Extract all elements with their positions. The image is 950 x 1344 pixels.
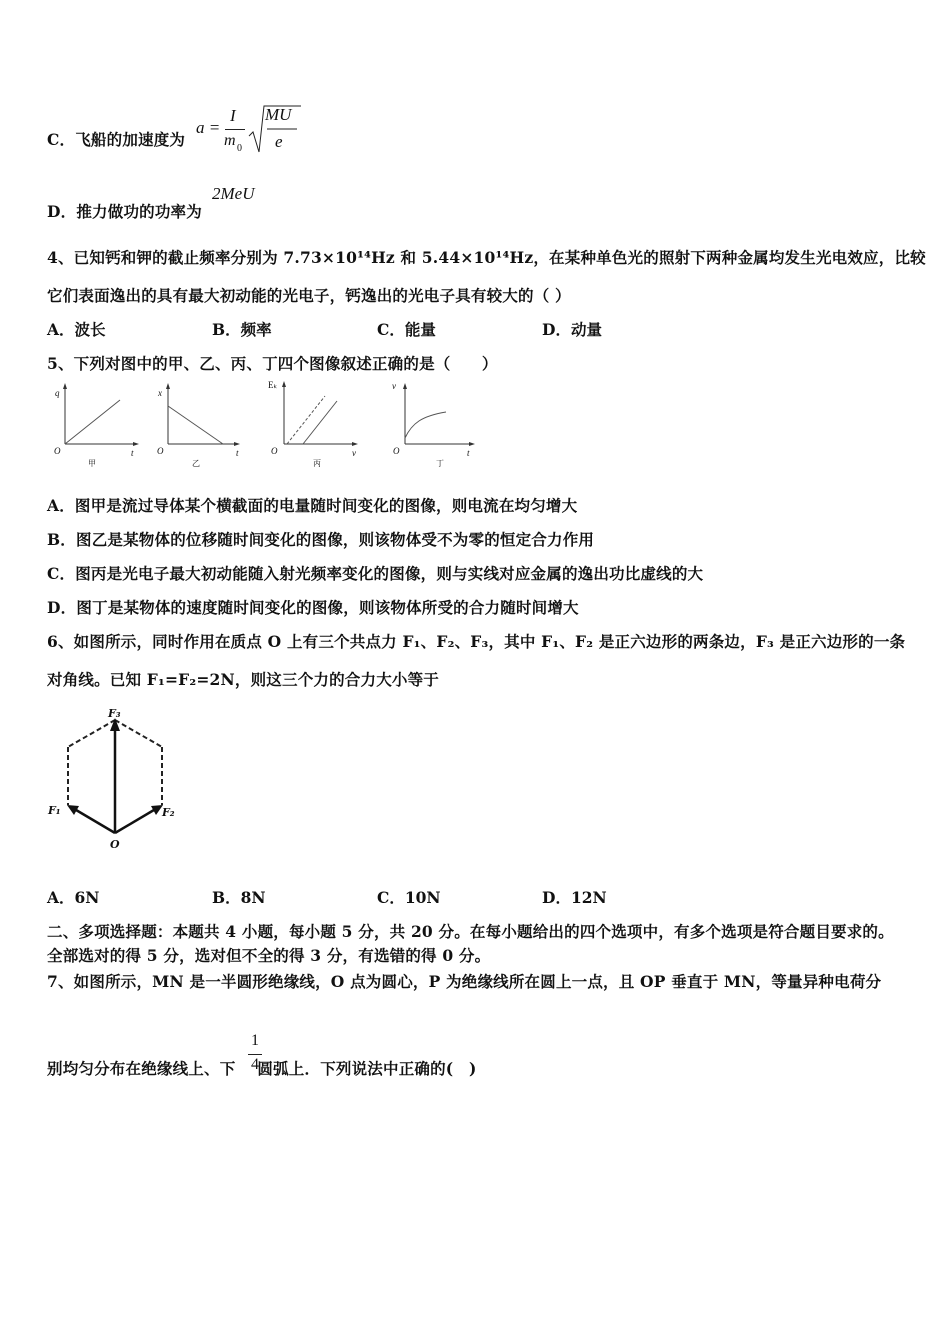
q6-hexagon-figure [45,700,195,860]
q5-option-d: D．图丁是某物体的速度随时间变化的图像，则该物体所受的合力随时间增大 [47,598,579,617]
graph-yi [155,380,250,472]
graph-bing-caption: 丙 [313,459,321,468]
q3-option-d [47,200,202,222]
q6-label-origin: O [110,838,120,851]
q3-option-d-formula: 2MeU [212,184,255,203]
q6-label-f1: F₁ [48,804,61,817]
graph-jia-ylabel: q [55,388,60,398]
q7-line2-post: 圆弧上．下列说法中正确的( ) [257,1059,477,1078]
q6-option-a: A．6N [47,888,100,907]
q7-frac-num: 1 [251,1032,259,1049]
q3-option-d-label: D．推力做功的功率为 [47,202,202,221]
q5-option-b: B．图乙是某物体的位移随时间变化的图像，则该物体受不为零的恒定合力作用 [47,530,595,549]
q6-option-d: D．12N [542,888,607,907]
q7-fraction-bar [248,1054,262,1055]
q3-option-c-label: C．飞船的加速度为 [47,130,186,149]
q4-option-d: D．动量 [542,320,602,339]
q4-option-c: C．能量 [377,320,436,339]
q6-label-f3: F₃ [108,707,121,720]
formula-den: m [224,132,236,149]
section2-heading-line1: 二、多项选择题：本题共 4 小题，每小题 5 分，共 20 分。在每小题给出的四个选项中，有多个选项是符合题目要求的。 [47,922,894,941]
q4-stem-line1: 4、已知钙和钾的截止频率分别为 7.73×10¹⁴Hz 和 5.44×10¹⁴Hz，在某种单色光的照射下两种金属均发生光电效应，比较 [47,248,926,267]
q4-option-b: B．频率 [212,320,272,339]
q3-option-c [47,128,185,150]
radical-den: e [275,132,283,151]
graph-bing-origin: O [271,446,278,456]
graph-yi-ylabel: x [158,388,162,398]
q7-frac-den: 4 [251,1056,259,1073]
graph-jia-caption: 甲 [88,459,96,468]
section2-heading-line2: 全部选对的得 5 分，选对但不全的得 3 分，有选错的得 0 分。 [47,946,491,965]
q7-line2-pre: 别均匀分布在绝缘线上、下 [47,1059,236,1078]
graph-jia-xlabel: t [131,448,134,458]
q4-option-a: A．波长 [47,320,106,339]
q5-stem: 5、下列对图中的甲、乙、丙、丁四个图像叙述正确的是（ ） [47,354,498,373]
q6-option-c: C．10N [377,888,441,907]
graph-yi-xlabel: t [236,448,239,458]
fraction-bar [225,129,245,130]
graph-ding-xlabel: t [467,448,470,458]
q6-stem-line1: 6、如图所示，同时作用在质点 O 上有三个共点力 F₁、F₂、F₃，其中 F₁、F₂ 是正六边形的两条边，F₃ 是正六边形的一条 [47,632,906,651]
formula-num: I [230,106,236,125]
graph-jia-origin: O [54,446,61,456]
q5-option-c: C．图丙是光电子最大初动能随入射光频率变化的图像，则与实线对应金属的逸出功比虚线的大 [47,564,704,583]
graph-yi-origin: O [157,446,164,456]
graph-ding-caption: 丁 [436,459,444,468]
formula-lhs: a = [196,118,221,137]
graph-yi-caption: 乙 [192,459,200,468]
q5-option-a: A．图甲是流过导体某个横截面的电量随时间变化的图像，则电流在均匀增大 [47,496,578,515]
formula-den-sub: 0 [237,143,242,154]
q4-stem-line2: 它们表面逸出的具有最大初动能的光电子，钙逸出的光电子具有较大的（ ） [47,286,571,305]
graph-ding-ylabel: v [392,381,396,391]
graph-ding-origin: O [393,446,400,456]
q6-label-f2: F₂ [162,806,175,819]
q7-stem-line2 [47,1057,477,1079]
q6-option-b: B．8N [212,888,266,907]
q6-stem-line2: 对角线。已知 F₁=F₂=2N，则这三个力的合力大小等于 [47,670,440,689]
radical-num: MU [265,105,292,124]
graph-bing-ylabel: Eₖ [268,380,278,390]
graph-bing-xlabel: ν [352,448,356,458]
q7-stem-line1: 7、如图所示，MN 是一半圆形绝缘线，O 点为圆心，P 为绝缘线所在圆上一点，且 OP 垂直于 MN，等量异种电荷分 [47,972,882,991]
